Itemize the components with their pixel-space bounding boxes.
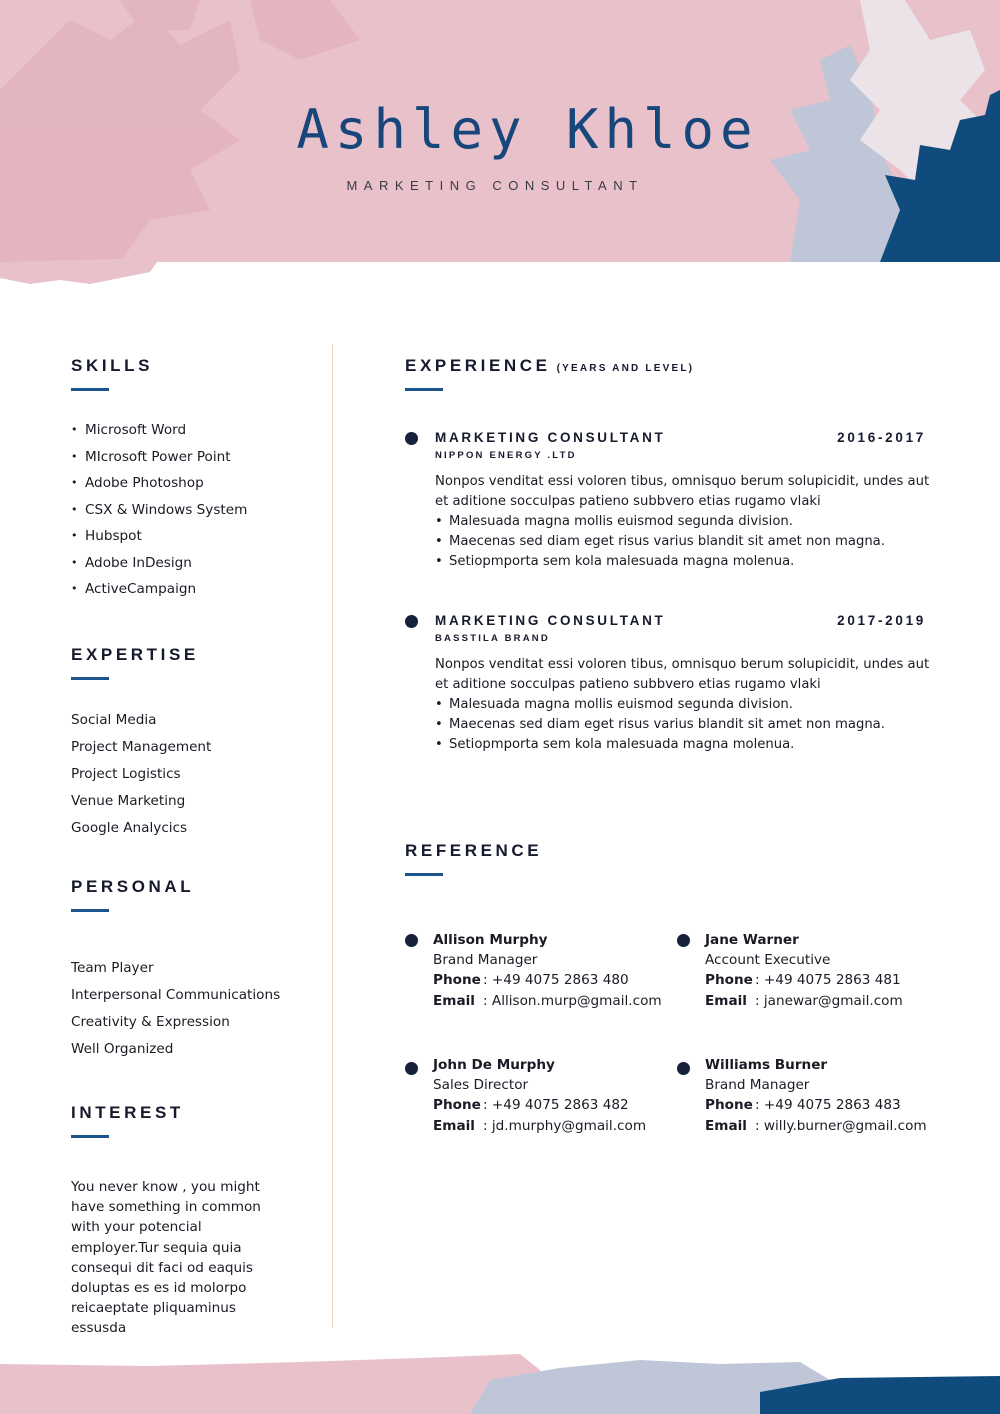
bullet-dot-icon bbox=[405, 432, 418, 445]
list-item: Team Player bbox=[71, 960, 154, 976]
column-divider bbox=[332, 344, 333, 1328]
email-label: Email bbox=[433, 1117, 475, 1134]
list-item: • Hubspot bbox=[85, 523, 142, 550]
job-bullets bbox=[435, 695, 885, 756]
reference-name: Jane Warner bbox=[705, 932, 799, 948]
list-item: Google Analycics bbox=[71, 820, 188, 836]
reference-email: : jd.murphy@gmail.com bbox=[483, 1117, 647, 1134]
experience-underline bbox=[405, 388, 443, 391]
experience-heading bbox=[405, 356, 694, 376]
reference-role: Brand Manager bbox=[705, 1077, 810, 1094]
list-item: • Maecenas sed diam eget risus varius blandit sit amet non magna. bbox=[435, 715, 885, 735]
list-item: Interpersonal Communications bbox=[71, 987, 281, 1003]
list-item: • Microsoft Word bbox=[85, 417, 186, 444]
list-item: Project Logistics bbox=[71, 766, 181, 782]
candidate-name: Ashley Khloe bbox=[296, 98, 759, 161]
reference-name: John De Murphy bbox=[433, 1057, 555, 1073]
reference-phone: : +49 4075 2863 480 bbox=[483, 972, 629, 989]
list-item: Well Organized bbox=[71, 1041, 174, 1057]
footer-brush-decoration bbox=[0, 1340, 1000, 1414]
list-item: • Malesuada magna mollis euismod segunda division. bbox=[435, 512, 885, 532]
candidate-role: MARKETING CONSULTANT bbox=[346, 178, 644, 193]
list-item: • CSX & Windows System bbox=[85, 497, 247, 524]
personal-heading: PERSONAL bbox=[71, 877, 195, 896]
bullet-dot-icon bbox=[405, 1062, 418, 1075]
list-item: • Setiopmporta sem kola malesuada magna molenua. bbox=[435, 552, 885, 572]
list-item: • Setiopmporta sem kola malesuada magna molenua. bbox=[435, 735, 885, 755]
list-item: Social Media bbox=[71, 712, 157, 728]
list-item: • ActiveCampaign bbox=[85, 576, 196, 603]
job-bullets bbox=[435, 512, 885, 573]
bullet-dot-icon bbox=[677, 1062, 690, 1075]
experience-title: EXPERIENCE bbox=[405, 356, 551, 375]
list-item: • Malesuada magna mollis euismod segunda division. bbox=[435, 695, 885, 715]
experience-subtitle: (YEARS AND LEVEL) bbox=[556, 363, 695, 374]
bullet-dot-icon bbox=[405, 615, 418, 628]
reference-name: Williams Burner bbox=[705, 1057, 828, 1073]
list-item: • MIcrosoft Power Point bbox=[85, 444, 231, 471]
job-title: MARKETING CONSULTANT bbox=[435, 613, 666, 628]
reference-name: Allison Murphy bbox=[433, 932, 548, 948]
reference-role: Account Executive bbox=[705, 952, 831, 969]
reference-email: : willy.burner@gmail.com bbox=[755, 1117, 927, 1134]
phone-label: Phone bbox=[433, 1097, 481, 1114]
reference-heading: REFERENCE bbox=[405, 841, 543, 860]
job-years: 2017-2019 bbox=[837, 613, 926, 628]
list-item: • Maecenas sed diam eget risus varius blandit sit amet non magna. bbox=[435, 532, 885, 552]
reference-phone: : +49 4075 2863 481 bbox=[755, 972, 901, 989]
phone-label: Phone bbox=[433, 972, 481, 989]
interest-text: You never know , you might have something in common with your potencial employer.Tur sequia quia consequi dit faci od eaquis doluptas es es id molorpo reicaeptate pliquaminus essusda bbox=[71, 1179, 261, 1337]
bullet-dot-icon bbox=[677, 934, 690, 947]
job-title: MARKETING CONSULTANT bbox=[435, 430, 666, 445]
phone-label: Phone bbox=[705, 972, 753, 989]
reference-phone: : +49 4075 2863 482 bbox=[483, 1097, 629, 1114]
job-description: Nonpos venditat essi voloren tibus, omnisquo berum solupicidit, undes aut et aditione socculpas patieno subbvero etias rugamo vlaki bbox=[435, 657, 930, 693]
reference-phone: : +49 4075 2863 483 bbox=[755, 1097, 901, 1114]
reference-role: Sales Director bbox=[433, 1077, 529, 1094]
header-banner bbox=[0, 0, 1000, 262]
email-label: Email bbox=[433, 992, 475, 1009]
skills-underline bbox=[71, 388, 109, 391]
expertise-underline bbox=[71, 677, 109, 680]
list-item: Creativity & Expression bbox=[71, 1014, 230, 1030]
expertise-heading: EXPERTISE bbox=[71, 645, 199, 664]
interest-heading: INTEREST bbox=[71, 1103, 184, 1122]
interest-underline bbox=[71, 1135, 109, 1138]
list-item: • Adobe InDesign bbox=[85, 550, 192, 577]
reference-email: : Allison.murp@gmail.com bbox=[483, 992, 662, 1009]
phone-label: Phone bbox=[705, 1097, 753, 1114]
bullet-dot-icon bbox=[405, 934, 418, 947]
list-item: • Adobe Photoshop bbox=[85, 470, 204, 497]
list-item: Venue Marketing bbox=[71, 793, 186, 809]
brush-edge-decoration bbox=[0, 258, 170, 288]
personal-underline bbox=[71, 909, 109, 912]
email-label: Email bbox=[705, 992, 747, 1009]
email-label: Email bbox=[705, 1117, 747, 1134]
reference-role: Brand Manager bbox=[433, 952, 538, 969]
job-description: Nonpos venditat essi voloren tibus, omnisquo berum solupicidit, undes aut et aditione socculpas patieno subbvero etias rugamo vlaki bbox=[435, 474, 930, 510]
job-years: 2016-2017 bbox=[837, 430, 926, 445]
reference-email: : janewar@gmail.com bbox=[755, 992, 903, 1009]
list-item: Project Management bbox=[71, 739, 212, 755]
skills-heading: SKILLS bbox=[71, 356, 154, 375]
reference-underline bbox=[405, 873, 443, 876]
job-company: NIPPON ENERGY .LTD bbox=[435, 450, 577, 461]
job-company: BASSTILA BRAND bbox=[435, 633, 550, 644]
